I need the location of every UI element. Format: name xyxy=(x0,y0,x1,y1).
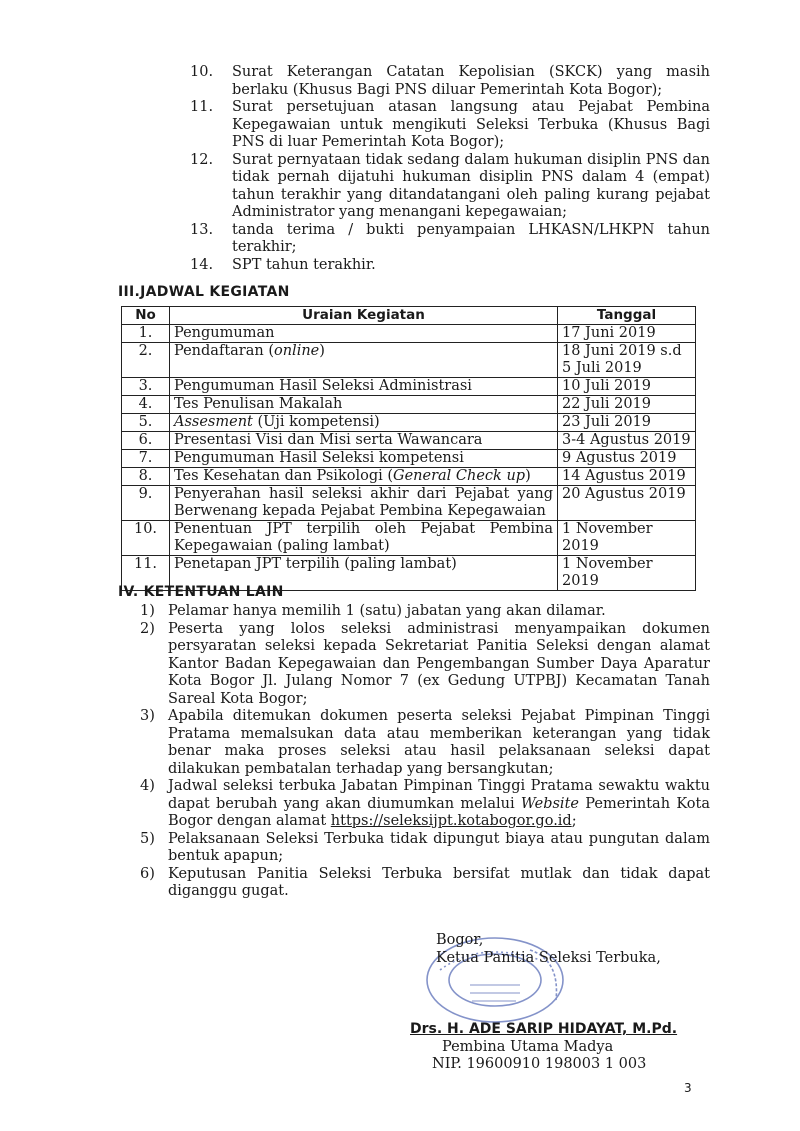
row-activity xyxy=(170,521,558,556)
item-text: Peserta yang lolos seleksi administrasi menyampaikan dokumen persyaratan seleksi kepada Sekretariat Panitia Seleksi dengan alamat Kantor Badan Kepegawaian dan Pengembangan Sumber Daya Aparatur Kota Bogor Jl. Julang Nomor 7 (ex Gedung UTPBJ) Kecamatan Tanah Sareal Kota Bogor; xyxy=(168,620,710,707)
item-number: 3) xyxy=(140,708,155,724)
item-number: 10. xyxy=(190,64,214,80)
activity-emphasis: online xyxy=(273,343,320,359)
list-item xyxy=(140,778,710,831)
row-date: 1 November 2019 xyxy=(558,521,696,556)
row-number: 2. xyxy=(122,343,170,378)
item-text: Apabila ditemukan dokumen peserta seleksi Pejabat Pimpinan Tinggi Pratama memalsukan data atau memberikan keterangan yang tidak benar maka proses seleksi atau hasil pelaksanaan seleksi dapat dilakukan pembatalan terhadap yang bersangkutan; xyxy=(168,708,710,777)
table-row xyxy=(122,521,696,556)
row-date: 10 Juli 2019 xyxy=(558,378,696,396)
list-item xyxy=(140,621,710,709)
activity-text: Pengumuman Hasil Seleksi Administrasi xyxy=(174,378,472,394)
table-row xyxy=(122,325,696,343)
row-number: 7. xyxy=(122,450,170,468)
activity-text-end: (Uji kompetensi) xyxy=(252,414,380,430)
item-number: 6) xyxy=(140,865,155,882)
signature-space xyxy=(410,967,710,1021)
row-number: 5. xyxy=(122,414,170,432)
activity-text: Penyerahan hasil seleksi akhir dari Pejabat yang Berwenang kepada Pejabat Pembina Kepegawaian xyxy=(174,486,553,519)
item-text-end: ; xyxy=(571,813,577,829)
table-row xyxy=(122,378,696,396)
item-text: Pelamar hanya memilih 1 (satu) jabatan yang akan dilamar. xyxy=(168,603,606,619)
row-activity xyxy=(170,325,558,343)
row-number: 4. xyxy=(122,396,170,414)
item-text: Pelaksanaan Seleksi Terbuka tidak dipungut biaya atau pungutan dalam bentuk apapun; xyxy=(168,830,710,864)
activity-emphasis: Assesment xyxy=(174,414,253,430)
table-row xyxy=(122,396,696,414)
table-header-row xyxy=(122,307,696,325)
row-number: 3. xyxy=(122,378,170,396)
signature-place: Bogor, xyxy=(436,932,484,948)
activity-text: Presentasi Visi dan Misi serta Wawancara xyxy=(174,432,483,448)
requirements-list xyxy=(190,64,710,274)
row-date: 3-4 Agustus 2019 xyxy=(558,432,696,450)
row-number: 11. xyxy=(122,556,170,591)
table-row xyxy=(122,468,696,486)
activity-emphasis: General Check up xyxy=(393,468,526,484)
activity-text: Pendaftaran ( xyxy=(174,343,274,359)
item-text: SPT tahun terakhir. xyxy=(232,256,376,273)
row-date: 1 November 2019 xyxy=(558,556,696,591)
list-item xyxy=(190,99,710,152)
item-number: 14. xyxy=(190,256,214,273)
row-activity xyxy=(170,450,558,468)
item-number: 13. xyxy=(190,221,214,238)
activity-text: Tes Penulisan Makalah xyxy=(174,396,343,412)
signatory-nip: NIP. 19600910 198003 1 003 xyxy=(432,1056,647,1072)
rules-section-heading: IV. KETENTUAN LAIN xyxy=(118,584,284,600)
signatory-name: Drs. H. ADE SARIP HIDAYAT, M.Pd. xyxy=(410,1021,678,1037)
item-text: Surat Keterangan Catatan Kepolisian (SKCK) yang masih berlaku (Khusus Bagi PNS diluar Pemerintah Kota Bogor); xyxy=(232,64,710,98)
schedule-table-body xyxy=(122,325,696,591)
list-item xyxy=(190,257,710,275)
activity-text-end: ) xyxy=(525,468,531,484)
header-date: Tanggal xyxy=(558,307,696,325)
item-text: tanda terima / bukti penyampaian LHKASN/LHKPN tahun terakhir; xyxy=(232,221,710,255)
activity-text: Penentuan JPT terpilih oleh Pejabat Pembina Kepegawaian (paling lambat) xyxy=(174,521,553,554)
list-item xyxy=(190,222,710,257)
header-activity: Uraian Kegiatan xyxy=(170,307,558,325)
row-number: 6. xyxy=(122,432,170,450)
list-item xyxy=(190,152,710,222)
page-number: 3 xyxy=(684,1081,692,1095)
item-text: Keputusan Panitia Seleksi Terbuka bersifat mutlak dan tidak dapat diganggu gugat. xyxy=(168,865,710,899)
list-item xyxy=(190,64,710,99)
schedule-section-heading: III.JADWAL KEGIATAN xyxy=(118,284,290,300)
row-activity xyxy=(170,396,558,414)
row-date: 17 Juni 2019 xyxy=(558,325,696,343)
activity-text: Tes Kesehatan dan Psikologi ( xyxy=(174,468,394,484)
row-number: 10. xyxy=(122,521,170,556)
row-activity xyxy=(170,468,558,486)
row-date: 18 Juni 2019 s.d 5 Juli 2019 xyxy=(558,343,696,378)
item-number: 11. xyxy=(190,99,214,115)
row-number: 1. xyxy=(122,325,170,343)
table-row xyxy=(122,450,696,468)
signature-role: Ketua Panitia Seleksi Terbuka, xyxy=(436,949,661,966)
item-number: 4) xyxy=(140,778,155,794)
row-date: 22 Juli 2019 xyxy=(558,396,696,414)
table-row xyxy=(122,486,696,521)
item-number: 5) xyxy=(140,830,155,847)
item-text: Surat pernyataan tidak sedang dalam hukuman disiplin PNS dan tidak pernah dijatuhi hukuman disiplin PNS dalam 4 (empat) tahun terakhir yang ditandatangani oleh paling kurang pejabat Administrator yang menangani kepegawaian; xyxy=(232,151,710,220)
item-number: 1) xyxy=(140,603,155,619)
list-item xyxy=(140,603,710,621)
item-text: Surat persetujuan atasan langsung atau Pejabat Pembina Kepegawaian untuk mengikuti Seleksi Terbuka (Khusus Bagi PNS di luar Pemerintah Kota Bogor); xyxy=(232,99,710,150)
activity-text: Penetapan JPT terpilih (paling lambat) xyxy=(174,556,457,572)
signatory-rank: Pembina Utama Madya xyxy=(442,1038,614,1055)
item-number: 12. xyxy=(190,151,214,168)
item-text-start: Jadwal seleksi terbuka Jabatan Pimpinan Tinggi Pratama sewaktu waktu dapat berubah yang akan diumumkan melalui xyxy=(168,778,710,812)
row-date: 23 Juli 2019 xyxy=(558,414,696,432)
item-text-middle: Pemerintah Kota Bogor dengan alamat xyxy=(168,795,710,829)
header-no: No xyxy=(122,307,170,325)
row-number: 9. xyxy=(122,486,170,521)
row-number: 8. xyxy=(122,468,170,486)
activity-text: Pengumuman xyxy=(174,325,275,341)
list-item xyxy=(140,708,710,778)
activity-text-end: ) xyxy=(319,343,325,359)
table-row xyxy=(122,432,696,450)
signature-block xyxy=(410,932,710,1074)
item-text-emphasis: Website xyxy=(520,795,579,812)
row-activity xyxy=(170,432,558,450)
website-link[interactable]: https://seleksijpt.kotabogor.go.id xyxy=(330,813,572,829)
row-activity xyxy=(170,343,558,378)
item-number: 2) xyxy=(140,620,155,637)
row-date: 9 Agustus 2019 xyxy=(558,450,696,468)
row-date: 20 Agustus 2019 xyxy=(558,486,696,521)
table-row xyxy=(122,343,696,378)
row-date: 14 Agustus 2019 xyxy=(558,468,696,486)
schedule-table xyxy=(121,306,696,591)
row-activity xyxy=(170,414,558,432)
list-item xyxy=(140,831,710,866)
activity-text: Pengumuman Hasil Seleksi kompetensi xyxy=(174,450,464,466)
row-activity xyxy=(170,486,558,521)
table-row xyxy=(122,414,696,432)
list-item xyxy=(140,866,710,901)
row-activity xyxy=(170,378,558,396)
rules-list xyxy=(140,603,710,901)
